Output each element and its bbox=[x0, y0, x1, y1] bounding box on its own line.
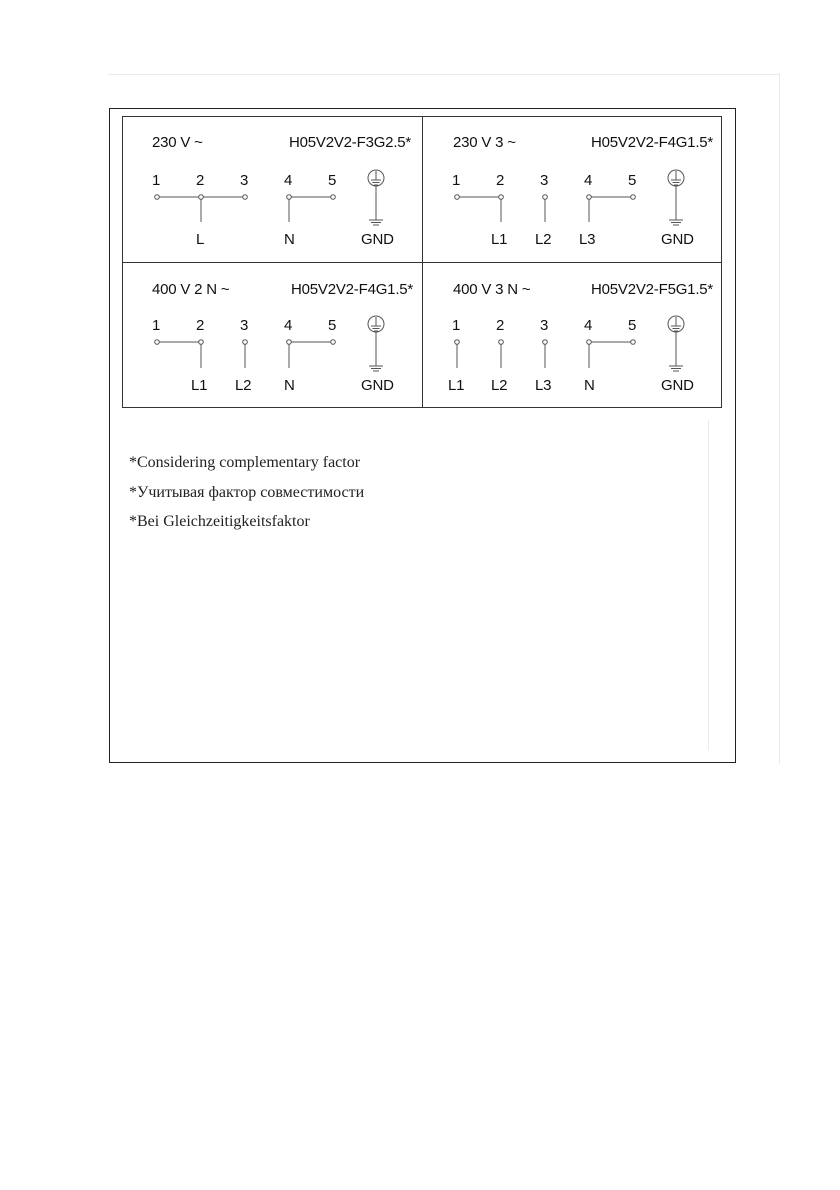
conductor-label: N bbox=[284, 231, 295, 248]
terminal-number: 4 bbox=[584, 172, 593, 189]
panel-cable-type: H05V2V2-F3G2.5* bbox=[289, 134, 412, 151]
terminal-number: 5 bbox=[328, 172, 337, 189]
terminal-number: 4 bbox=[584, 317, 593, 334]
panel-cable-type: H05V2V2-F4G1.5* bbox=[591, 134, 714, 151]
panel-cable-type: H05V2V2-F4G1.5* bbox=[291, 281, 414, 298]
conductor-label: GND bbox=[361, 377, 394, 394]
conductor-label: L3 bbox=[535, 377, 552, 394]
conductor-label: GND bbox=[661, 377, 694, 394]
earth-ground-icon bbox=[668, 316, 684, 371]
conductor-label: N bbox=[584, 377, 595, 394]
terminal-number: 3 bbox=[540, 317, 549, 334]
terminal-number: 3 bbox=[540, 172, 549, 189]
panel-cable-type: H05V2V2-F5G1.5* bbox=[591, 281, 714, 298]
panel-voltage: 230 V 3 ~ bbox=[453, 134, 516, 151]
conductor-label: L3 bbox=[579, 231, 596, 248]
conductor-label: L1 bbox=[491, 231, 508, 248]
conductor-label: L1 bbox=[448, 377, 465, 394]
terminal-number: 2 bbox=[196, 317, 205, 334]
conductor-label: GND bbox=[661, 231, 694, 248]
conductor-label: N bbox=[284, 377, 295, 394]
terminal-number: 1 bbox=[152, 172, 161, 189]
terminal-number: 3 bbox=[240, 172, 249, 189]
terminal-number: 2 bbox=[496, 317, 505, 334]
earth-ground-icon bbox=[668, 170, 684, 225]
terminal-number: 5 bbox=[328, 317, 337, 334]
conductor-label: L2 bbox=[491, 377, 508, 394]
terminal-number: 5 bbox=[628, 172, 637, 189]
terminal-number: 1 bbox=[152, 317, 161, 334]
terminal-number: 5 bbox=[628, 317, 637, 334]
earth-ground-icon bbox=[368, 170, 384, 225]
conductor-label: GND bbox=[361, 231, 394, 248]
conductor-label: L2 bbox=[535, 231, 552, 248]
panel-voltage: 400 V 2 N ~ bbox=[152, 281, 230, 298]
terminal-number: 4 bbox=[284, 172, 293, 189]
conductor-label: L2 bbox=[235, 377, 252, 394]
conductor-label: L1 bbox=[191, 377, 208, 394]
terminal-number: 3 bbox=[240, 317, 249, 334]
terminal-number: 2 bbox=[196, 172, 205, 189]
terminal-number: 1 bbox=[452, 172, 461, 189]
conductor-label: L bbox=[196, 231, 205, 248]
panel-voltage: 400 V 3 N ~ bbox=[453, 281, 531, 298]
terminal-number: 2 bbox=[496, 172, 505, 189]
footnote-english: *Considering complementary factor bbox=[129, 454, 361, 471]
terminal-number: 4 bbox=[284, 317, 293, 334]
footnote-russian: *Учитывая фактор совместимости bbox=[129, 484, 365, 501]
panel-voltage: 230 V ~ bbox=[152, 134, 203, 151]
footnote-german: *Bei Gleichzeitigkeitsfaktor bbox=[129, 513, 310, 530]
earth-ground-icon bbox=[368, 316, 384, 371]
terminal-number: 1 bbox=[452, 317, 461, 334]
